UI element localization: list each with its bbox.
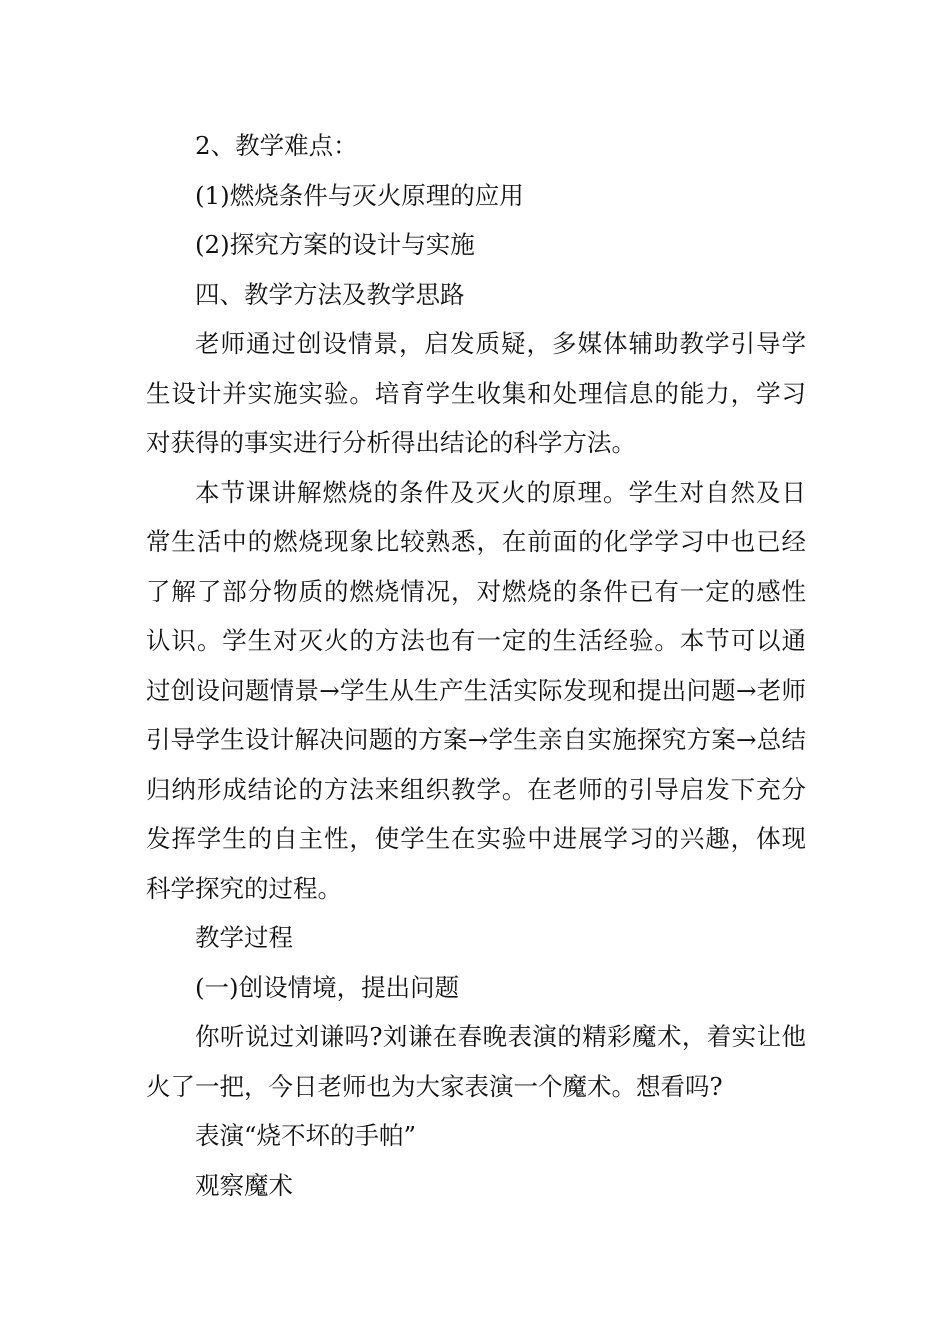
paragraph-methods: 老师通过创设情景，启发质疑，多媒体辅助教学引导学生设计并实施实验。培育学生收集和处理信息的能力，学习对获得的事实进行分析得出结论的科学方法。 bbox=[146, 329, 806, 457]
line-performance: 表演“烧不坏的手帕” bbox=[195, 1121, 417, 1150]
heading-teaching-difficulties: 2、教学难点： bbox=[195, 131, 358, 160]
document-body bbox=[146, 121, 806, 1210]
line-observe-magic: 观察魔术 bbox=[195, 1170, 293, 1200]
paragraph-magic-intro: 你听说过刘谦吗?刘谦在春晚表演的精彩魔术，着实让他火了一把，今日老师也为大家表演一个魔术。想看吗? bbox=[146, 1022, 806, 1101]
difficulty-item-2: (2)探究方案的设计与实施 bbox=[195, 230, 475, 259]
heading-methods: 四、教学方法及教学思路 bbox=[195, 279, 465, 309]
heading-create-situation: (一)创设情境，提出问题 bbox=[195, 972, 460, 1002]
heading-teaching-process: 教学过程 bbox=[195, 923, 293, 952]
difficulty-item-1: (1)燃烧条件与灭火原理的应用 bbox=[195, 180, 524, 210]
paragraph-lesson-overview: 本节课讲解燃烧的条件及灭火的原理。学生对自然及日常生活中的燃烧现象比较熟悉，在前面的化学学习中也已经了解了部分物质的燃烧情况，对燃烧的条件已有一定的感性认识。学生对灭火的方法也有一定的生活经验。本节可以通过创设问题情景→学生从生产生活实际发现和提出问题→老师引导学生设计解决问题的方案→学生亲自实施探究方案→总结归纳形成结论的方法来组织教学。在老师的引导启发下充分发挥学生的自主性，使学生在实验中进展学习的兴趣，体现科学探究的过程。 bbox=[146, 477, 806, 903]
